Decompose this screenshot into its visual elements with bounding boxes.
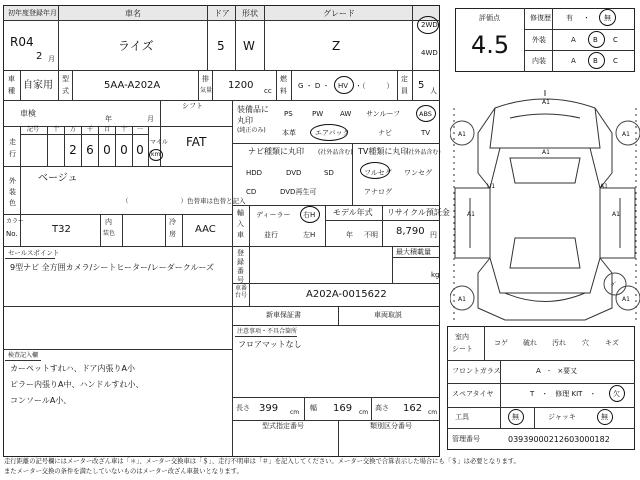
tool-selected: 無 (512, 413, 519, 421)
fuel-label-1: 燃 (280, 75, 287, 83)
reg-date-label: 初年度登録年月 (8, 9, 57, 17)
chassis-label-1: 車 (235, 285, 242, 292)
recycle-value: 8,790 (396, 226, 425, 237)
repair-no: 無 (604, 14, 611, 22)
seat-burn: コゲ (494, 339, 508, 347)
color-no-label-1: カラー (6, 218, 25, 225)
notes-text: フロアマットなし (238, 340, 302, 349)
drive-4wd: 4WD (421, 49, 438, 57)
diagram-label-tire-fr: A1 (622, 131, 630, 138)
interior-grade-c: C (613, 57, 618, 65)
recycle-unit: 円 (430, 231, 437, 239)
length-unit: cm (290, 409, 300, 416)
inspect-line-2: ピラー内張りA中、ハンドルすれ小、 (10, 380, 144, 389)
width-unit: cm (359, 409, 369, 416)
tv-sub: (社外品含む) (406, 149, 441, 156)
run-label-2: 行 (9, 150, 16, 158)
mile-label: マイル (150, 139, 168, 146)
run-label-1: 走 (9, 138, 16, 146)
interior-grade-a: A (571, 57, 576, 65)
digit-header-6: 一 (136, 126, 144, 133)
use-label-1: 車 (8, 75, 15, 83)
equip-title-3: (純正のみ) (237, 127, 266, 134)
footer-line-2: またメーター交換の条件を満たしていないものはメーター改ざん車扱いとなります。 (4, 468, 243, 475)
footer-line-1: 走行距離の記号欄にはメーター改ざん車は「＊」、メーター交換車は「＄」、走行不明車は「＃」を記入してください。メーター交換で合算表示した場合にも「＄」は必要となります。 (4, 458, 520, 465)
notes-label: 注意事項・不具合箇所 (237, 328, 298, 335)
reg-month: 2 (36, 51, 43, 62)
seat-tear: 破れ (523, 339, 537, 347)
ext-label-3: 色 (9, 199, 16, 207)
sales-point-label: セールスポイント (8, 249, 60, 257)
manual-book: 車両取説 (374, 311, 402, 319)
repair-yes: 有 (566, 14, 573, 22)
digit-header-3: 千 (86, 126, 94, 133)
type-no-label: 型式指定番号 (262, 422, 304, 430)
sales-point-text: 9型ナビ 全方囲カメラ/シートヒーター/レーダークルーズ (10, 263, 215, 272)
km-label: km (151, 151, 161, 158)
disp-label-1: 排 (202, 75, 209, 83)
digit-header-0: 記号 (26, 126, 40, 133)
ac-label-1: 冷 (169, 218, 176, 226)
glass-label: フロントガラス (452, 367, 501, 375)
chassis-label-3: 番 (241, 285, 248, 292)
ac-label-2: 房 (169, 230, 176, 238)
fuel-options: G ・ D ・ (298, 82, 330, 90)
class-no-label: 類別区分番号 (370, 422, 412, 430)
mgmt-number: 03939000212603000182 (508, 435, 610, 444)
capacity: 5 (418, 80, 425, 91)
disp-label-2: 気量 (200, 87, 213, 94)
car-name-label: 車名 (125, 9, 141, 18)
diagram-label-front: A1 (542, 99, 550, 106)
plate-label-1: 登 (237, 249, 244, 257)
seat-hole: 穴 (582, 339, 589, 347)
repair-dot: ・ (583, 14, 590, 22)
fuel-selected: HV (338, 82, 349, 90)
seat-stain: 汚れ (552, 339, 566, 347)
model-year-unknown: 不明 (364, 231, 378, 239)
rating-value: 4.5 (471, 31, 510, 59)
exterior-color: ベージュ (38, 173, 78, 184)
import-label-1: 輸 (237, 209, 244, 217)
nav-dvd-play: DVD再生可 (280, 188, 317, 196)
diagram-label-side-l: U1 (487, 183, 496, 190)
model-year-label: モデル年式 (333, 208, 373, 217)
tv-fullseg: フルセグ (364, 169, 392, 177)
exterior-grade-c: C (613, 36, 618, 44)
seat-label-2: シート (452, 345, 473, 353)
mgmt-label: 管理番号 (452, 435, 480, 443)
equip-title-2: 丸印 (237, 116, 253, 125)
interior-label-1: 内 (105, 218, 112, 226)
equip-sunroof: サンルーフ (366, 110, 401, 118)
equip-airbag: エアバック (315, 129, 350, 137)
car-check-month: 月 (147, 115, 154, 123)
ext-label-2: 装 (9, 188, 16, 196)
shape-label: 形状 (242, 9, 258, 18)
repair-label: 修復歴 (530, 14, 551, 22)
model-code: 5AA-A202A (104, 80, 161, 91)
car-check-label: 車検 (20, 109, 36, 118)
length-label: 長さ (236, 404, 250, 412)
max-load-unit: kg (431, 271, 440, 279)
color-change-note: （ ）色替車は色替と記入 (122, 197, 246, 205)
nav-dvd: DVD (286, 169, 302, 177)
tv-analog: アナログ (364, 188, 392, 196)
diagram-circle-label: ｸﾞ (611, 282, 618, 289)
nav-title: ナビ種類に丸印 (248, 147, 304, 156)
jack-label: ジャッキ (548, 413, 576, 421)
fuel-extra: ・（ ） (355, 82, 394, 90)
grade: Z (332, 39, 341, 53)
nav-hdd: HDD (246, 169, 263, 177)
dealer-label: ディーラー (256, 211, 291, 219)
digit-header-2: 万 (69, 126, 77, 133)
digit-header-4: 百 (103, 126, 111, 133)
chassis-label-4: 号 (241, 292, 248, 299)
inspect-label: 検査記入欄 (8, 352, 39, 359)
car-name: ライズ (118, 39, 154, 53)
spare-options: T ・ 修理 KIT ・ (530, 390, 597, 398)
import-label-3: 車 (237, 231, 244, 239)
mileage-digit-4: 0 (120, 143, 128, 157)
length-value: 399 (259, 403, 279, 414)
reg-era-year: R04 (10, 35, 34, 49)
use-label-2: 種 (8, 87, 15, 95)
height-unit: cm (428, 409, 438, 416)
plate-label-2: 録 (237, 258, 244, 266)
equip-ps: PS (284, 110, 293, 118)
diagram-label-hood: A1 (542, 149, 550, 156)
warranty-book: 新車保証書 (266, 311, 301, 319)
color-no-label-2: No. (6, 230, 18, 238)
diagram-label-tire-rr: A1 (622, 296, 630, 303)
tv-title: TV種類に丸印 (358, 147, 409, 156)
seat-label-1: 室内 (455, 333, 469, 341)
cap-label-1: 定 (401, 75, 408, 83)
equip-aw: AW (340, 110, 352, 118)
model-year-unit: 年 (346, 231, 353, 239)
fuel-label-2: 料 (280, 87, 287, 95)
disp-unit: cc (264, 87, 272, 95)
plate-label-3: 番 (237, 267, 244, 275)
mileage-digit-5: 0 (136, 143, 144, 157)
jack-selected: 無 (601, 413, 608, 421)
use-type: 自家用 (23, 80, 53, 91)
equip-title-1: 装備品に (237, 105, 269, 114)
width-value: 169 (333, 403, 353, 414)
mileage-digit-3: 0 (103, 143, 111, 157)
chassis-label-2: 台 (235, 292, 242, 299)
diagram-label-tire-fl: A1 (458, 131, 466, 138)
tool-label: 工具 (455, 413, 469, 421)
diagram-label-tire-rl: A1 (458, 296, 466, 303)
equip-abs: ABS (419, 110, 432, 118)
import-label-2: 入 (237, 220, 244, 228)
door-label: ドア (214, 9, 230, 18)
mileage-digit-1: 2 (69, 143, 77, 157)
digit-header-5: 十 (120, 126, 128, 133)
interior-score-label: 内装 (532, 57, 546, 65)
car-check-year: 年 (105, 115, 112, 123)
equip-tv: TV (421, 129, 431, 137)
drive-2wd: 2WD (421, 21, 438, 29)
digit-header-1: 十 (52, 126, 60, 133)
left-hand: 左H (303, 231, 316, 239)
spare-selected: 欠 (613, 390, 620, 398)
color-no: T32 (52, 224, 71, 235)
shift-value: FAT (186, 135, 207, 149)
shift-label: シフト (182, 102, 203, 110)
reg-month-unit: 月 (48, 55, 55, 63)
equip-leather: 本革 (282, 129, 296, 137)
inspect-line-3: コンソールA小、 (10, 396, 72, 405)
rating-label: 評価点 (479, 14, 500, 22)
right-hand: 右H (303, 211, 316, 219)
seat-scratch: キズ (605, 339, 619, 347)
model-label-2: 式 (62, 87, 69, 95)
displacement: 1200 (228, 80, 254, 91)
nav-sub: (社外品含む) (318, 149, 353, 156)
recycle-label: リサイクル預託金 (387, 208, 450, 217)
exterior-grade-a: A (571, 36, 576, 44)
chassis-number: A202A-0015622 (306, 289, 387, 300)
inspect-line-1: カーペットすれハ、ドア内張りA小 (10, 364, 135, 373)
height-value: 162 (403, 403, 423, 414)
model-label-1: 型 (62, 75, 69, 83)
plate-label-4: 号 (237, 276, 244, 284)
ext-label-1: 外 (9, 177, 16, 185)
width-label: 幅 (310, 404, 317, 412)
spare-label: スペアタイヤ (452, 390, 494, 398)
parallel-label: 並行 (264, 231, 278, 239)
car-damage-diagram (450, 88, 640, 324)
equip-navi: ナビ (378, 129, 392, 137)
nav-sd: SD (324, 169, 334, 177)
glass-value: A - ×要又 (536, 367, 578, 375)
exterior-grade-b: B (593, 36, 598, 44)
diagram-label-door-l: A1 (467, 211, 475, 218)
door-count: 5 (217, 39, 225, 53)
equip-pw: PW (312, 110, 324, 118)
interior-label-2: 装色 (103, 230, 116, 237)
diagram-label-side-r: A1 (600, 183, 608, 190)
grade-label: グレード (323, 9, 355, 18)
mileage-digit-2: 6 (86, 143, 94, 157)
max-load-label: 最大積載量 (396, 248, 431, 256)
nav-cd: CD (246, 188, 257, 196)
cap-unit: 人 (430, 87, 437, 95)
height-label: 高さ (375, 404, 389, 412)
exterior-score-label: 外装 (532, 36, 546, 44)
interior-grade-b: B (593, 57, 598, 65)
tv-oneseg: ワンセグ (404, 169, 432, 177)
body-shape: W (243, 39, 255, 53)
cap-label-2: 員 (401, 87, 408, 95)
ac-type: AAC (195, 224, 216, 235)
diagram-label-door-r: A1 (612, 211, 620, 218)
